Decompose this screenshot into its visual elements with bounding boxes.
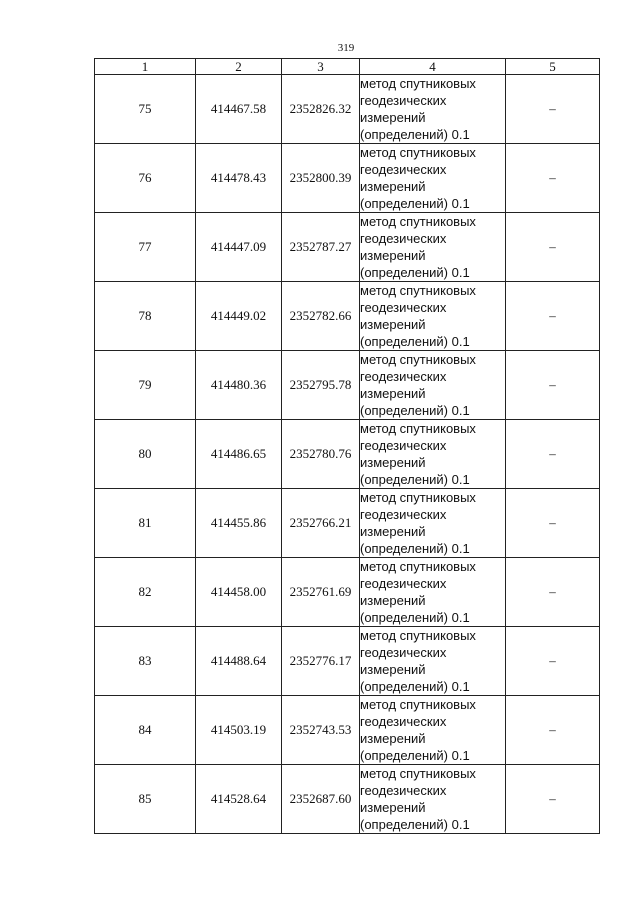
point-number: 81 xyxy=(95,489,196,558)
method-line: метод спутниковых xyxy=(360,283,476,298)
column-5-value: – xyxy=(506,75,600,144)
table-row xyxy=(95,351,600,420)
x-coordinate: 414467.58 xyxy=(196,75,282,144)
point-number: 84 xyxy=(95,696,196,765)
column-5-value: – xyxy=(506,351,600,420)
method-line: (определений) 0.1 xyxy=(360,403,470,418)
method-line: (определений) 0.1 xyxy=(360,679,470,694)
column-5-value: – xyxy=(506,765,600,834)
method-line: метод спутниковых xyxy=(360,766,476,781)
method-line: измерений xyxy=(360,662,426,677)
method-line: геодезических xyxy=(360,93,447,108)
x-coordinate: 414449.02 xyxy=(196,282,282,351)
table-row xyxy=(95,420,600,489)
y-coordinate: 2352743.53 xyxy=(282,696,360,765)
column-5-value: – xyxy=(506,489,600,558)
table-row xyxy=(95,75,600,144)
page-number: 319 xyxy=(337,42,355,54)
method-line: (определений) 0.1 xyxy=(360,334,470,349)
method-line: метод спутниковых xyxy=(360,490,476,505)
method-line: измерений xyxy=(360,317,426,332)
x-coordinate: 414528.64 xyxy=(196,765,282,834)
column-5-value: – xyxy=(506,558,600,627)
method-line: геодезических xyxy=(360,300,447,315)
method-line: измерений xyxy=(360,110,426,125)
y-coordinate: 2352766.21 xyxy=(282,489,360,558)
method-line: геодезических xyxy=(360,714,447,729)
point-number: 79 xyxy=(95,351,196,420)
method-cell xyxy=(360,420,506,489)
x-coordinate: 414478.43 xyxy=(196,144,282,213)
method-cell xyxy=(360,75,506,144)
point-number: 78 xyxy=(95,282,196,351)
x-coordinate: 414458.00 xyxy=(196,558,282,627)
method-cell xyxy=(360,144,506,213)
method-line: метод спутниковых xyxy=(360,559,476,574)
point-number: 80 xyxy=(95,420,196,489)
column-header-2: 2 xyxy=(196,59,282,75)
column-header-3: 3 xyxy=(282,59,360,75)
method-line: (определений) 0.1 xyxy=(360,817,470,832)
method-line: измерений xyxy=(360,524,426,539)
method-line: (определений) 0.1 xyxy=(360,196,470,211)
method-line: метод спутниковых xyxy=(360,214,476,229)
y-coordinate: 2352761.69 xyxy=(282,558,360,627)
method-cell xyxy=(360,765,506,834)
table-header-row xyxy=(95,59,600,75)
method-line: (определений) 0.1 xyxy=(360,127,470,142)
table-row xyxy=(95,282,600,351)
coordinates-table xyxy=(94,58,600,834)
method-cell xyxy=(360,489,506,558)
method-line: геодезических xyxy=(360,645,447,660)
y-coordinate: 2352826.32 xyxy=(282,75,360,144)
y-coordinate: 2352687.60 xyxy=(282,765,360,834)
table-row xyxy=(95,765,600,834)
method-line: метод спутниковых xyxy=(360,145,476,160)
method-line: геодезических xyxy=(360,507,447,522)
column-5-value: – xyxy=(506,213,600,282)
method-line: геодезических xyxy=(360,369,447,384)
method-cell xyxy=(360,558,506,627)
method-line: геодезических xyxy=(360,576,447,591)
method-line: измерений xyxy=(360,593,426,608)
column-5-value: – xyxy=(506,144,600,213)
x-coordinate: 414447.09 xyxy=(196,213,282,282)
y-coordinate: 2352780.76 xyxy=(282,420,360,489)
method-line: измерений xyxy=(360,386,426,401)
y-coordinate: 2352776.17 xyxy=(282,627,360,696)
point-number: 85 xyxy=(95,765,196,834)
column-header-4: 4 xyxy=(360,59,506,75)
x-coordinate: 414480.36 xyxy=(196,351,282,420)
method-line: (определений) 0.1 xyxy=(360,610,470,625)
point-number: 82 xyxy=(95,558,196,627)
point-number: 83 xyxy=(95,627,196,696)
column-header-5: 5 xyxy=(506,59,600,75)
point-number: 75 xyxy=(95,75,196,144)
method-line: метод спутниковых xyxy=(360,352,476,367)
method-line: измерений xyxy=(360,179,426,194)
x-coordinate: 414455.86 xyxy=(196,489,282,558)
method-cell xyxy=(360,696,506,765)
method-line: метод спутниковых xyxy=(360,76,476,91)
table-row xyxy=(95,627,600,696)
method-cell xyxy=(360,627,506,696)
method-cell xyxy=(360,213,506,282)
point-number: 76 xyxy=(95,144,196,213)
x-coordinate: 414488.64 xyxy=(196,627,282,696)
table-row xyxy=(95,696,600,765)
method-line: (определений) 0.1 xyxy=(360,748,470,763)
table-row xyxy=(95,213,600,282)
method-line: (определений) 0.1 xyxy=(360,265,470,280)
y-coordinate: 2352787.27 xyxy=(282,213,360,282)
method-line: метод спутниковых xyxy=(360,421,476,436)
method-cell xyxy=(360,351,506,420)
column-5-value: – xyxy=(506,420,600,489)
table-row xyxy=(95,144,600,213)
x-coordinate: 414486.65 xyxy=(196,420,282,489)
method-line: геодезических xyxy=(360,162,447,177)
method-line: измерений xyxy=(360,800,426,815)
method-line: метод спутниковых xyxy=(360,697,476,712)
column-header-1: 1 xyxy=(95,59,196,75)
method-line: измерений xyxy=(360,248,426,263)
method-line: геодезических xyxy=(360,783,447,798)
column-5-value: – xyxy=(506,627,600,696)
point-number: 77 xyxy=(95,213,196,282)
x-coordinate: 414503.19 xyxy=(196,696,282,765)
method-line: геодезических xyxy=(360,438,447,453)
table-row xyxy=(95,489,600,558)
method-line: геодезических xyxy=(360,231,447,246)
column-5-value: – xyxy=(506,282,600,351)
y-coordinate: 2352782.66 xyxy=(282,282,360,351)
method-line: измерений xyxy=(360,731,426,746)
method-line: метод спутниковых xyxy=(360,628,476,643)
table-row xyxy=(95,558,600,627)
method-line: измерений xyxy=(360,455,426,470)
y-coordinate: 2352795.78 xyxy=(282,351,360,420)
method-line: (определений) 0.1 xyxy=(360,541,470,556)
y-coordinate: 2352800.39 xyxy=(282,144,360,213)
column-5-value: – xyxy=(506,696,600,765)
method-line: (определений) 0.1 xyxy=(360,472,470,487)
method-cell xyxy=(360,282,506,351)
